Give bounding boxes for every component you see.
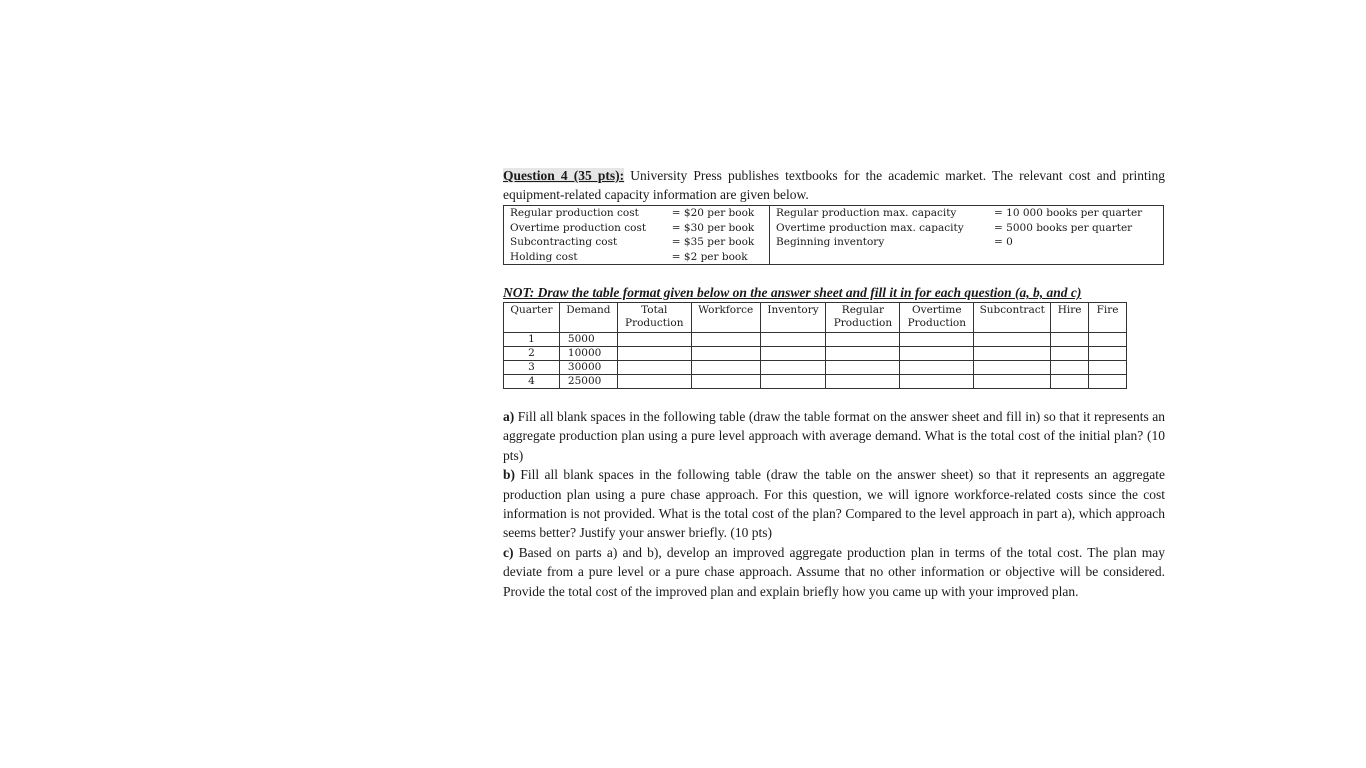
blank-cell: [1089, 375, 1127, 389]
plan-table-header-cell: Inventory: [760, 303, 826, 333]
quarter-cell: 2: [504, 347, 560, 361]
question-part: [503, 543, 1165, 601]
cost-table-row: [504, 250, 1164, 265]
question-intro: [503, 166, 1165, 204]
aggregate-plan-table: [503, 302, 1127, 389]
blank-cell: [691, 333, 760, 347]
plan-table-row: [504, 333, 1127, 347]
cost-table-cell: = 5000 books per quarter: [994, 221, 1133, 234]
question-header: Question 4 (35 pts):: [503, 168, 625, 183]
blank-cell: [826, 347, 900, 361]
blank-cell: [900, 375, 974, 389]
cost-table-row: [504, 221, 1164, 236]
plan-table-header-cell: Workforce: [691, 303, 760, 333]
plan-table-row: [504, 347, 1127, 361]
blank-cell: [691, 375, 760, 389]
part-label: a): [503, 409, 515, 424]
question-part: [503, 407, 1165, 465]
part-text: Fill all blank spaces in the following table (draw the table on the answer sheet) so that it represents an aggregate production plan using a pure chase approach. For this question, we will ignore workforce-related costs since the cost information is not provided. What is the total cost of the plan? Compared to the level approach in part a), which approach seems better? Justify your answer briefly. (10 pts): [503, 467, 1165, 541]
table-instruction-note: NOT: Draw the table format given below on the answer sheet and fill it in for each question (a, b, and c): [503, 285, 1082, 300]
part-label: c): [503, 544, 514, 560]
demand-cell: 5000: [559, 333, 617, 347]
blank-cell: [900, 333, 974, 347]
quarter-cell: 1: [504, 333, 560, 347]
plan-table-header-cell: Total Production: [617, 303, 691, 333]
blank-cell: [691, 347, 760, 361]
demand-cell: 30000: [559, 361, 617, 375]
plan-table-header-cell: Overtime Production: [900, 303, 974, 333]
quarter-cell: 4: [504, 375, 560, 389]
quarter-cell: 3: [504, 361, 560, 375]
blank-cell: [617, 361, 691, 375]
blank-cell: [974, 347, 1051, 361]
blank-cell: [1051, 333, 1089, 347]
plan-table-header-cell: Fire: [1089, 303, 1127, 333]
question-parts: [503, 407, 1165, 601]
question-part: [503, 465, 1165, 543]
cost-table-cell: Beginning inventory: [770, 235, 989, 250]
cost-table-cell: Subcontracting cost: [510, 236, 618, 248]
demand-cell: 10000: [559, 347, 617, 361]
blank-cell: [1051, 361, 1089, 375]
plan-table-header-cell: Quarter: [504, 303, 560, 333]
part-text: Based on parts a) and b), develop an improved aggregate production plan in terms of the total cost. The plan may deviate from a pure level or a pure chase approach. Assume that no other information or objective will be considered. Provide the total cost of the improved plan and explain briefly how you came up with your improved plan.: [503, 544, 1165, 599]
cost-table-cell: = $30 per book: [671, 221, 755, 234]
blank-cell: [974, 333, 1051, 347]
plan-table-row: [504, 361, 1127, 375]
cost-table-cell: Holding cost: [510, 250, 578, 263]
blank-cell: [826, 375, 900, 389]
blank-cell: [760, 347, 826, 361]
blank-cell: [826, 333, 900, 347]
blank-cell: [691, 361, 760, 375]
cost-table-cell: Regular production cost: [510, 207, 639, 219]
cost-table-row: [504, 206, 1164, 221]
demand-cell: 25000: [559, 375, 617, 389]
plan-table-header-cell: Regular Production: [826, 303, 900, 333]
plan-table-header-row: [504, 303, 1127, 333]
blank-cell: [760, 361, 826, 375]
cost-table-cell: = $20 per book: [671, 207, 755, 219]
blank-cell: [1089, 361, 1127, 375]
cost-table-cell: = $2 per book: [671, 250, 748, 263]
blank-cell: [760, 333, 826, 347]
blank-cell: [617, 375, 691, 389]
blank-cell: [1089, 333, 1127, 347]
cost-table-cell: = 10 000 books per quarter: [994, 207, 1143, 219]
part-text: Fill all blank spaces in the following table (draw the table format on the answer sheet and fill in) so that it represents an aggregate production plan using a pure level approach with average demand. What is the total cost of the initial plan? (10 pts): [503, 409, 1165, 463]
plan-table-header-cell: Subcontract: [974, 303, 1051, 333]
question-intro-text: University Press publishes textbooks for the academic market. The relevant cost and printing equipment-related capacity information are given below.: [503, 168, 1165, 202]
plan-table-header-cell: Hire: [1051, 303, 1089, 333]
plan-table-header-cell: Demand: [559, 303, 617, 333]
cost-table-cell: [988, 250, 1163, 265]
cost-table-cell: Regular production max. capacity: [770, 206, 989, 221]
blank-cell: [826, 361, 900, 375]
cost-table-cell: = $35 per book: [671, 236, 755, 248]
cost-capacity-table: [503, 205, 1164, 265]
blank-cell: [617, 333, 691, 347]
cost-table-cell: Overtime production max. capacity: [770, 221, 989, 236]
blank-cell: [900, 361, 974, 375]
blank-cell: [900, 347, 974, 361]
blank-cell: [1089, 347, 1127, 361]
blank-cell: [1051, 375, 1089, 389]
cost-table-cell: Overtime production cost: [510, 221, 647, 234]
blank-cell: [974, 361, 1051, 375]
blank-cell: [1051, 347, 1089, 361]
plan-table-row: [504, 375, 1127, 389]
cost-table-cell: = 0: [994, 236, 1013, 248]
cost-table-cell: [770, 250, 989, 265]
blank-cell: [617, 347, 691, 361]
cost-table-row: [504, 235, 1164, 250]
part-label: b): [503, 467, 516, 483]
question-document: [503, 166, 1165, 601]
blank-cell: [760, 375, 826, 389]
blank-cell: [974, 375, 1051, 389]
